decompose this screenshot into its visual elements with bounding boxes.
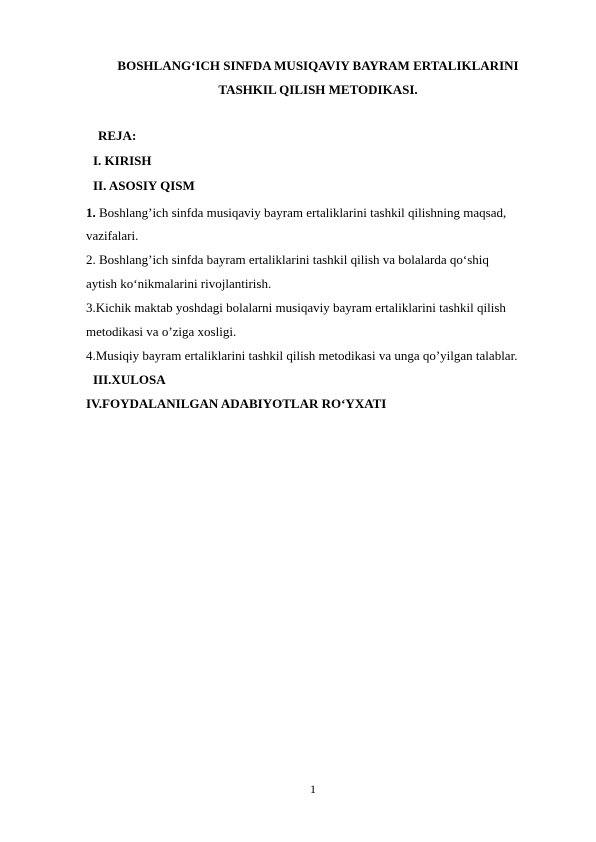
plan-item-1-continuation: vazifalari.: [86, 228, 139, 243]
plan-item-3-continuation: metodikasi va o’ziga xosligi.: [86, 324, 237, 339]
plan-item-2-number: 2.: [86, 252, 96, 267]
plan-item-3-text: Kichik maktab yoshdagi bolalarni musiqaviy bayram ertaliklarini tashkil qilish: [95, 300, 506, 315]
section-main-part: II. ASOSIY QISM: [93, 178, 195, 193]
plan-item-2-continuation: aytish ko‘nikmalarini rivojlantirish.: [86, 276, 272, 291]
section-conclusion: III.XULOSA: [93, 372, 166, 387]
plan-heading: REJA:: [98, 128, 137, 143]
document-title-line-1: BOSHLANG‘ICH SINFDA MUSIQAVIY BAYRAM ERTALIKLARINI: [117, 58, 519, 73]
plan-item-1: [86, 205, 506, 221]
plan-item-4: [86, 348, 517, 364]
plan-item-3-number: 3.: [86, 300, 96, 315]
plan-item-4-text: Musiqiy bayram ertaliklarini tashkil qilish metodikasi va unga qo’yilgan talablar.: [95, 348, 518, 363]
plan-item-2-text: Boshlang’ich sinfda bayram ertaliklarini tashkil qilish va bolalarda qo‘shiq: [95, 252, 489, 267]
plan-item-1-number: 1.: [86, 205, 96, 220]
section-references: IV.FOYDALANILGAN ADABIYOTLAR RO‘YXATI: [86, 396, 387, 411]
document-title-line-2: TASHKIL QILISH METODIKASI.: [218, 82, 418, 97]
plan-item-3: [86, 300, 506, 316]
plan-item-4-number: 4.: [86, 348, 96, 363]
page-number: 1: [310, 782, 316, 796]
plan-item-1-text: Boshlang’ich sinfda musiqaviy bayram ertaliklarini tashkil qilishning maqsad,: [95, 205, 507, 220]
section-introduction: I. KIRISH: [93, 153, 152, 168]
plan-item-2: [86, 252, 489, 268]
